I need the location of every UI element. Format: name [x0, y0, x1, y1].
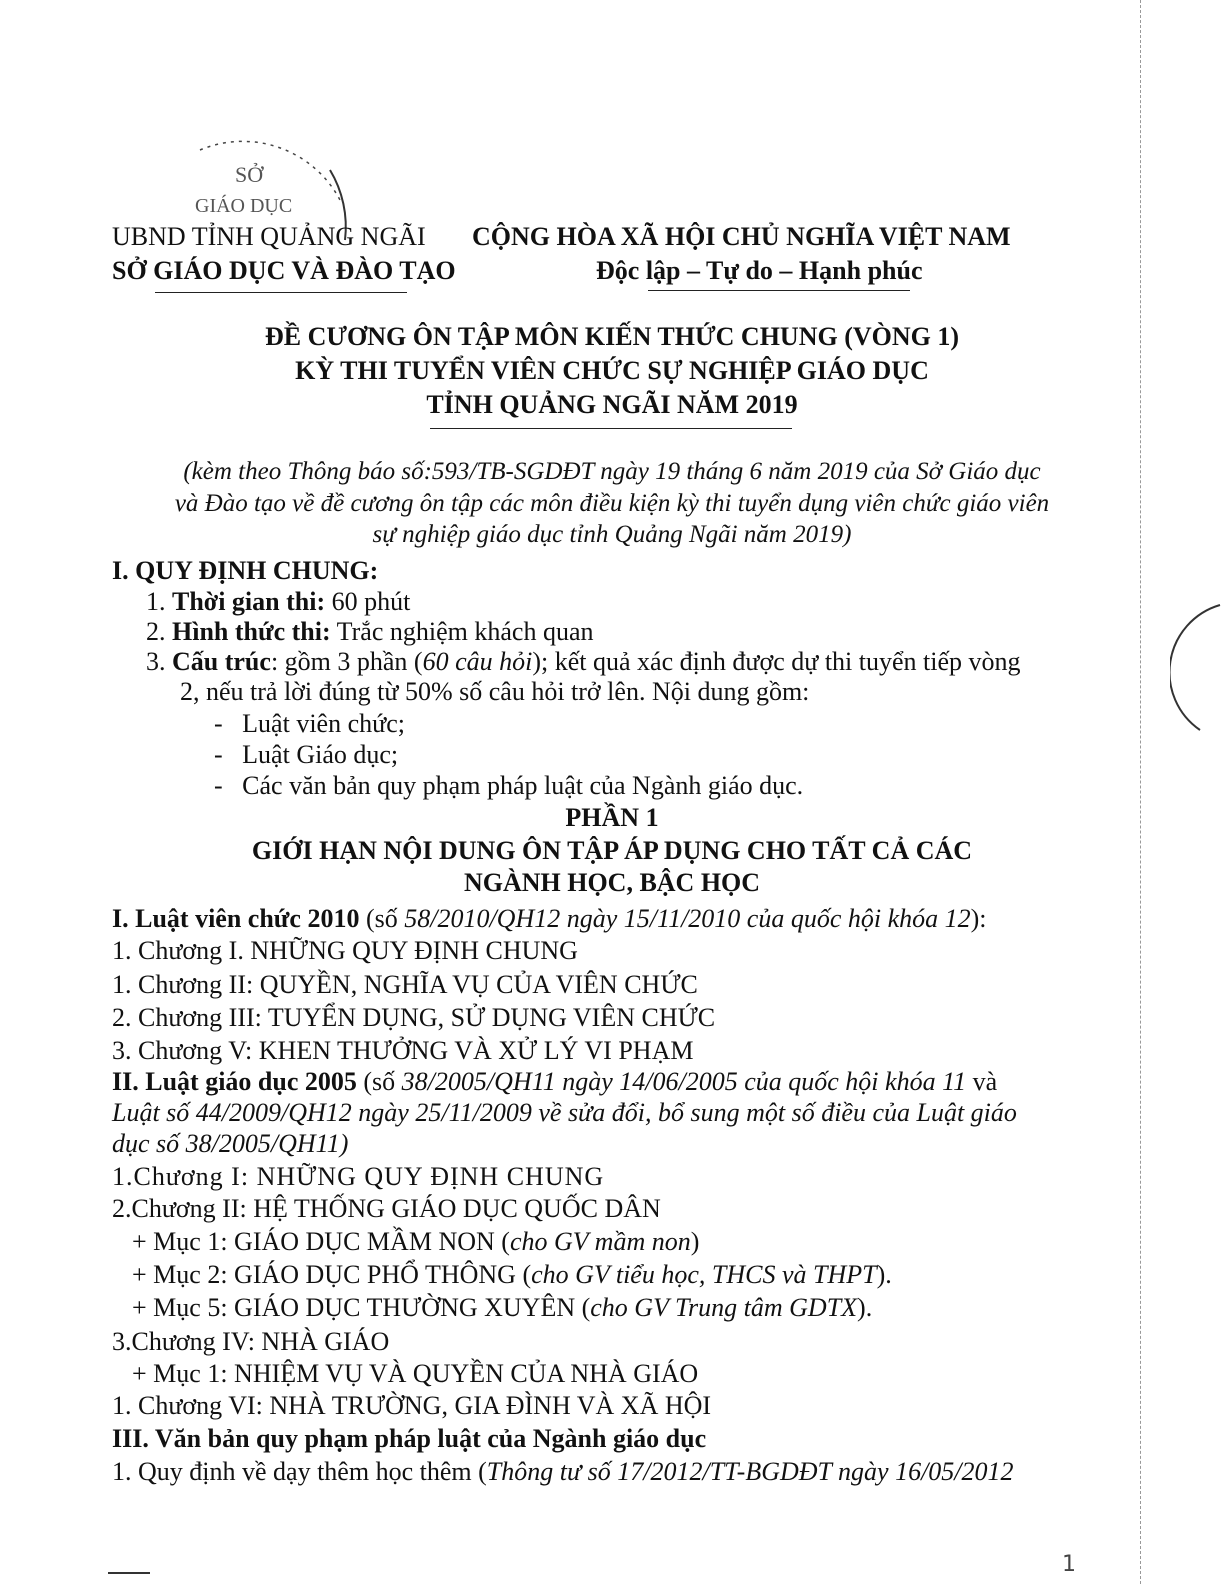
title-underline	[430, 428, 792, 429]
part1-subheading1: GIỚI HẠN NỘI DUNG ÔN TẬP ÁP DỤNG CHO TẤT CẢ CÁC	[251, 836, 973, 865]
law2-chapter1: 1.Chương I: NHỮNG QUY ĐỊNH CHUNG	[112, 1162, 605, 1191]
agency-line2: SỞ GIÁO DỤC VÀ ĐÀO TẠO	[112, 256, 456, 285]
scan-edge-line	[1140, 0, 1141, 1584]
agency-line1: UBND TỈNH QUẢNG NGÃI	[112, 222, 426, 251]
note-line2: và Đào tạo về đề cương ôn tập các môn điều kiện kỳ thi tuyển dụng viên chức giáo viên	[174, 490, 1050, 517]
part1-subheading2: NGÀNH HỌC, BẬC HỌC	[463, 868, 761, 897]
page-number: 1	[1062, 1552, 1076, 1577]
doc-title-line3: TỈNH QUẢNG NGÃI NĂM 2019	[426, 390, 798, 419]
bullet-item: - Các văn bản quy phạm pháp luật của Ngành giáo dục.	[214, 771, 804, 800]
list-item: 3. Cấu trúc: gồm 3 phần (60 câu hỏi); kết quả xác định được dự thi tuyển tiếp vòng	[146, 647, 1021, 676]
doc-title-line1: ĐỀ CƯƠNG ÔN TẬP MÔN KIẾN THỨC CHUNG (VÒNG 1)	[264, 322, 960, 351]
law2-section: + Mục 1: NHIỆM VỤ VÀ QUYỀN CỦA NHÀ GIÁO	[132, 1359, 699, 1388]
list-item: 1. Thời gian thi: 60 phút	[146, 587, 411, 616]
section1-heading: I. QUY ĐỊNH CHUNG:	[112, 556, 379, 585]
law2-ref-line2: Luật số 44/2009/QH12 ngày 25/11/2009 về sửa đổi, bổ sung một số điều của Luật giáo	[112, 1098, 1017, 1127]
law1-item: 3. Chương V: KHEN THƯỞNG VÀ XỬ LÝ VI PHẠM	[112, 1036, 694, 1065]
bullet-item: - Luật Giáo dục;	[214, 740, 399, 769]
law2-section: + Mục 2: GIÁO DỤC PHỔ THÔNG (cho GV tiểu học, THCS và THPT).	[132, 1260, 892, 1289]
law2-heading: II. Luật giáo dục 2005 (số 38/2005/QH11 ngày 14/06/2005 của quốc hội khóa 11 và	[112, 1067, 998, 1096]
footer-mark	[108, 1572, 150, 1574]
motto-underline	[648, 290, 910, 291]
list-item-continuation: 2, nếu trả lời đúng từ 50% số câu hỏi trở lên. Nội dung gồm:	[180, 677, 810, 706]
law1-item: 1. Chương II: QUYỀN, NGHĨA VỤ CỦA VIÊN CHỨC	[112, 970, 698, 999]
law1-item: 1. Chương I. NHỮNG QUY ĐỊNH CHUNG	[112, 936, 578, 965]
part1-heading: PHẦN 1	[565, 803, 659, 832]
law1-item: 2. Chương III: TUYỂN DỤNG, SỬ DỤNG VIÊN CHỨC	[112, 1003, 716, 1032]
agency-underline	[155, 292, 407, 293]
stamp-text-2: GIÁO DỤC	[195, 195, 293, 217]
law2-ref-line3: dục số 38/2005/QH11)	[112, 1129, 349, 1158]
law2-section: + Mục 1: GIÁO DỤC MẦM NON (cho GV mầm non)	[132, 1227, 700, 1256]
law1-heading: I. Luật viên chức 2010 (số 58/2010/QH12 ngày 15/11/2010 của quốc hội khóa 12):	[112, 904, 987, 933]
law2-chapter4: 3.Chương IV: NHÀ GIÁO	[112, 1327, 390, 1356]
doc-title-line2: KỲ THI TUYỂN VIÊN CHỨC SỰ NGHIỆP GIÁO DỤC	[295, 356, 929, 385]
note-line1: (kèm theo Thông báo số:593/TB-SGDĐT ngày 19 tháng 6 năm 2019 của Sở Giáo dục	[183, 458, 1041, 485]
law2-chapter2: 2.Chương II: HỆ THỐNG GIÁO DỤC QUỐC DÂN	[112, 1194, 661, 1223]
law3-heading: III. Văn bản quy phạm pháp luật của Ngành giáo dục	[112, 1424, 707, 1453]
nation-motto: Độc lập – Tự do – Hạnh phúc	[596, 256, 923, 285]
stamp-seal-right	[1170, 600, 1224, 740]
law2-section: + Mục 5: GIÁO DỤC THƯỜNG XUYÊN (cho GV Trung tâm GDTX).	[132, 1293, 873, 1322]
bullet-item: - Luật viên chức;	[214, 709, 405, 738]
list-item: 2. Hình thức thi: Trắc nghiệm khách quan	[146, 617, 594, 646]
stamp-text-1: SỞ	[235, 162, 264, 187]
law2-chapter6: 1. Chương VI: NHÀ TRƯỜNG, GIA ĐÌNH VÀ XÃ HỘI	[112, 1391, 712, 1420]
nation-line1: CỘNG HÒA XÃ HỘI CHỦ NGHĨA VIỆT NAM	[472, 222, 1011, 251]
law3-item: 1. Quy định về dạy thêm học thêm (Thông tư số 17/2012/TT-BGDĐT ngày 16/05/2012	[112, 1457, 1014, 1486]
note-line3: sự nghiệp giáo dục tỉnh Quảng Ngãi năm 2019)	[372, 521, 852, 548]
